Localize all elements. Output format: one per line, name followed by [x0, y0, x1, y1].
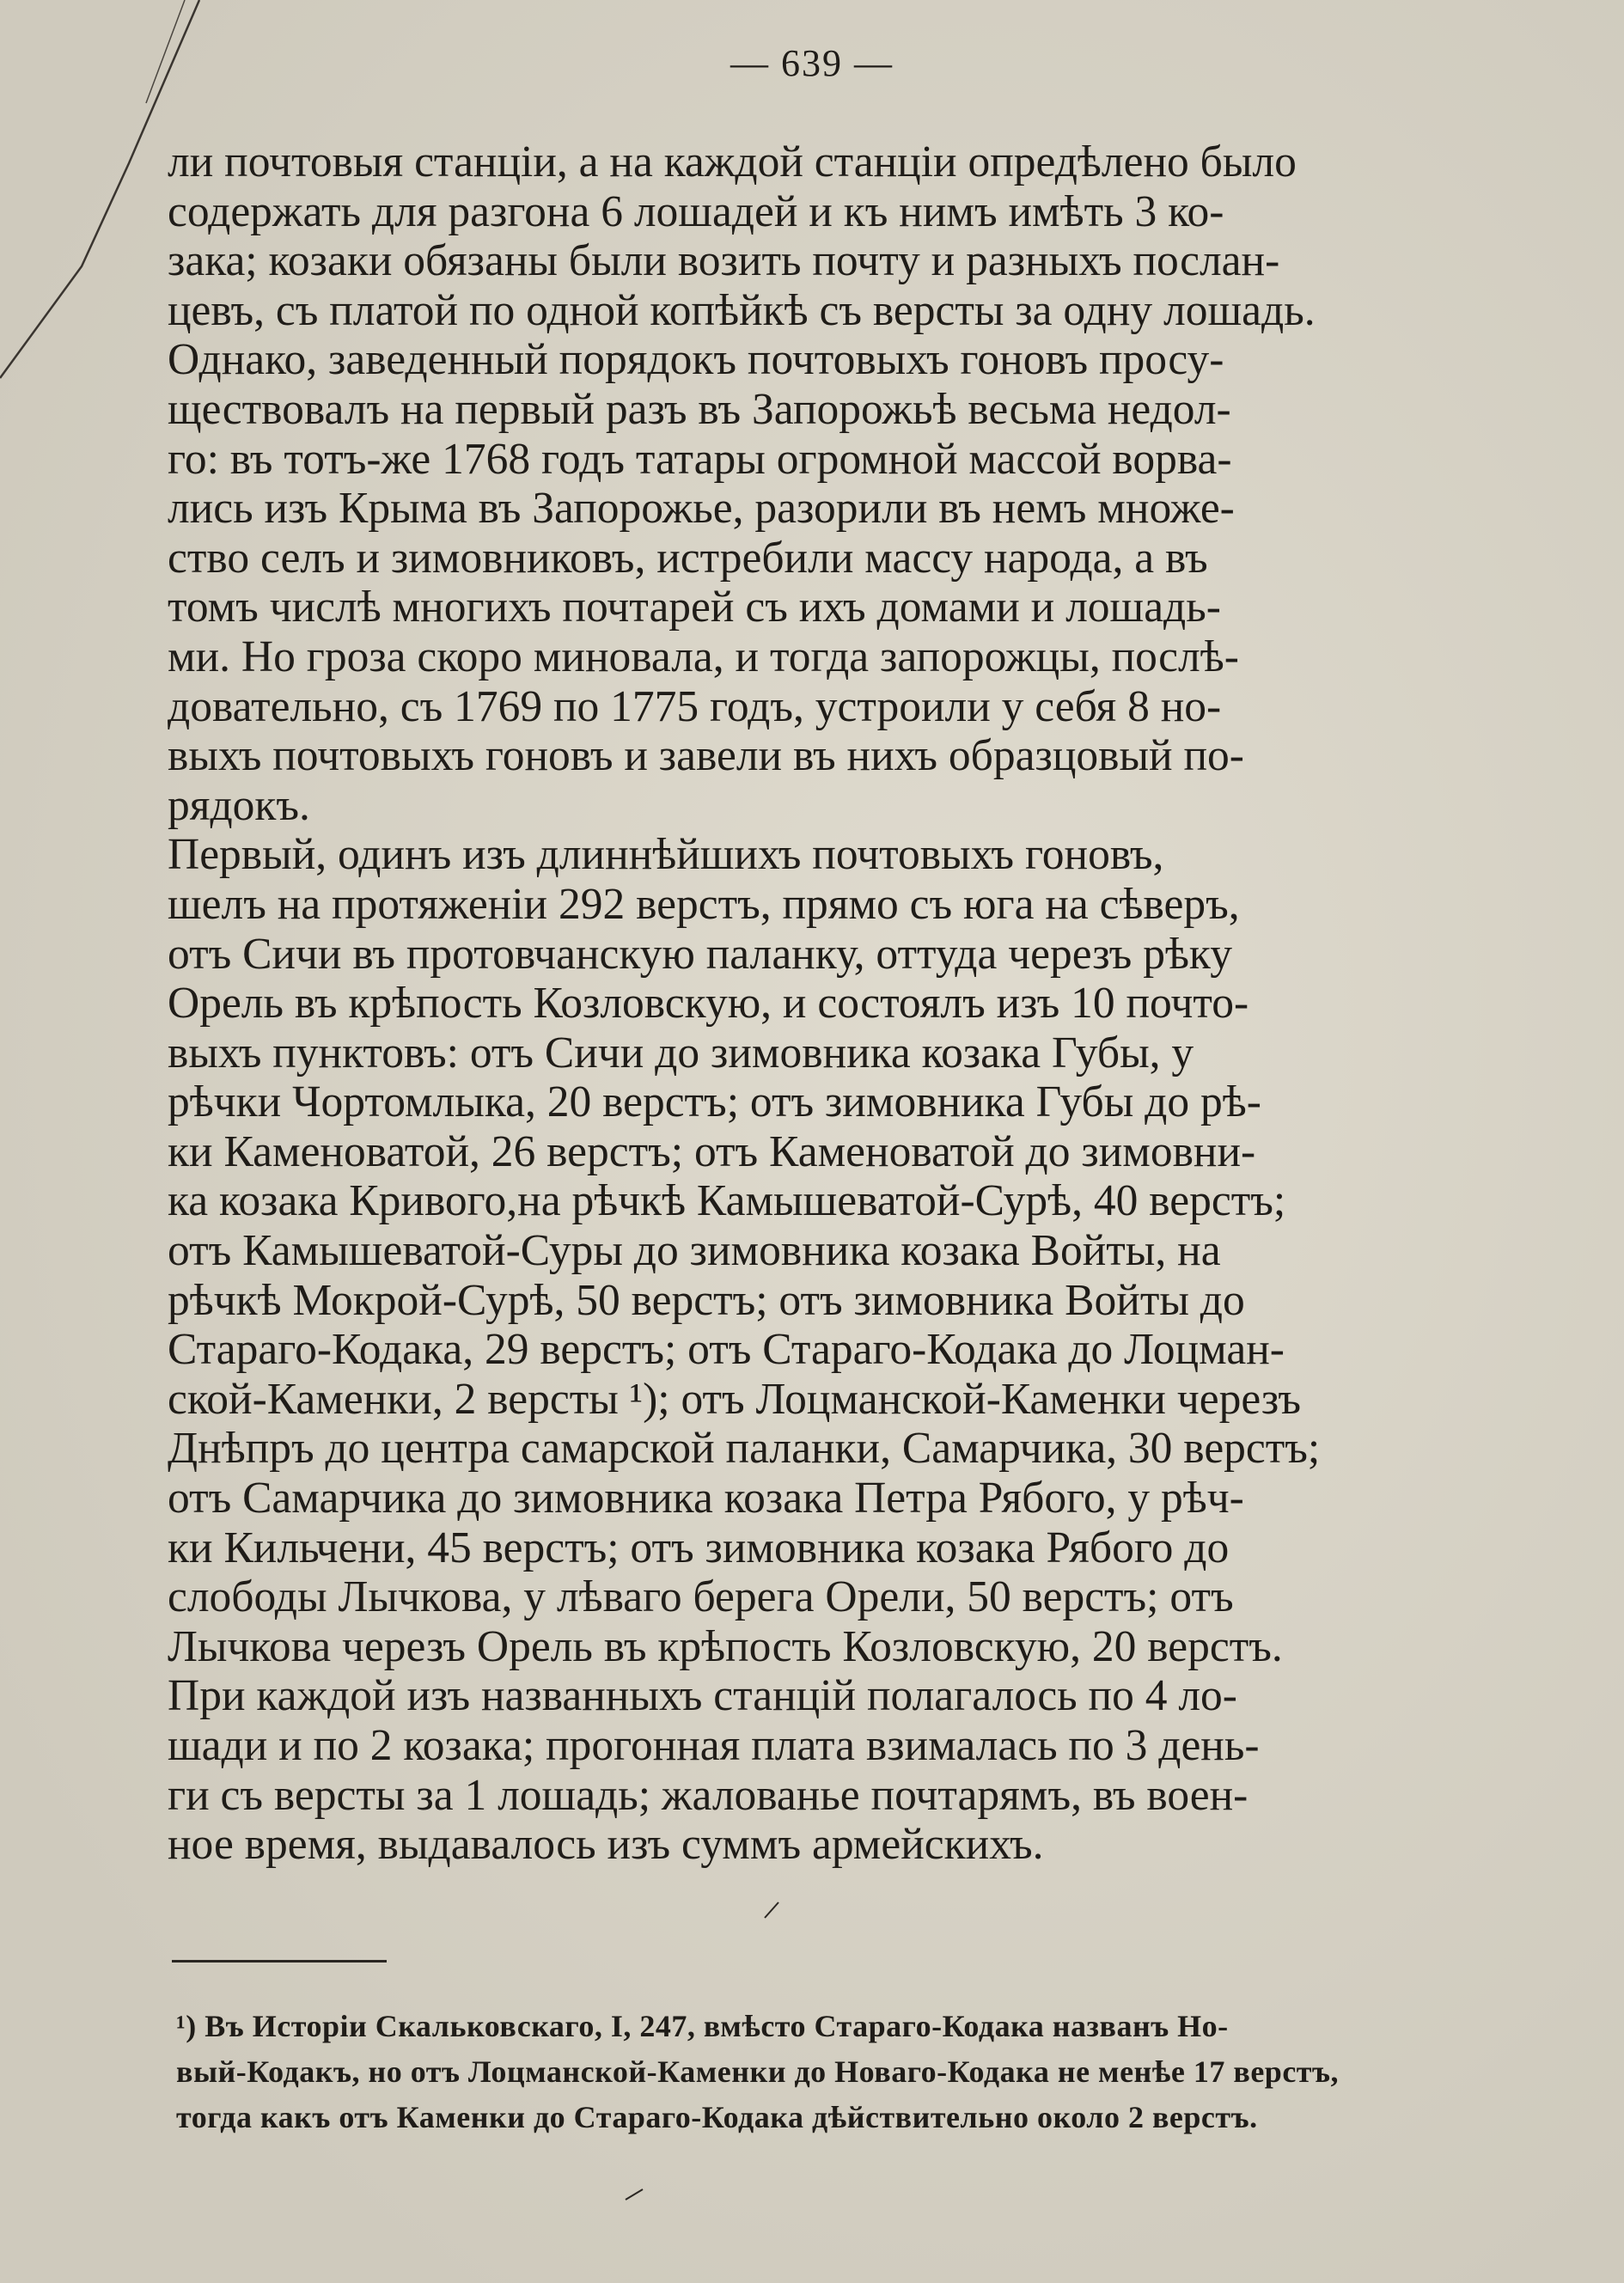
footnote-divider	[172, 1960, 387, 1963]
page-number: — 639 —	[730, 42, 894, 84]
footnote	[176, 2004, 1448, 2140]
paragraph-first-postal-route: Первый, одинъ изъ длиннѣйшихъ почтовыхъ гоновъ, шелъ на протяженіи 292 верстъ, прямо съ юга на сѣверъ, отъ Сичи въ протовчанскую паланку, оттуда черезъ рѣку Орель въ крѣпость Козловскую, и состоялъ изъ 10 почто- выхъ пунктовъ: отъ Сичи до зимовника козака Губы, у рѣчки Чортомлыка, 20 верстъ; отъ зимовника Губы до рѣ- ки Каменоватой, 26 верстъ; отъ Каменоватой до зимовни- ка козака Кривого,на рѣчкѣ Камышеватой-Сурѣ, 40 верстъ; отъ Камышеватой-Суры до зимовника козака Войты, на рѣчкѣ Мокрой-Сурѣ, 50 верстъ; отъ зимовника Войты до Стараго-Кодака, 29 верстъ; отъ Стараго-Кодака до Лоцман- ской-Каменки, 2 версты ¹); отъ Лоцманской-Каменки черезъ Днѣпръ до центра самарской паланки, Самарчика, 30 верстъ; отъ Самарчика до зимовника козака Петра Рябого, у рѣч- ки Кильчени, 45 верстъ; отъ зимовника козака Рябого до слободы Лычкова, у лѣваго берега Орели, 50 верстъ; отъ Лычкова черезъ Орель въ крѣпость Козловскую, 20 верстъ. При каждой изъ названныхъ станцій полагалось по 4 ло- шади и по 2 козака; прогонная плата взималась по 3 день- ги съ версты за 1 лошадь; жалованье почтарямъ, въ воен- ное время, выдавалось изъ суммъ армейскихъ.	[168, 830, 1321, 1870]
paragraph-postal-routes-1768: Однако, заведенный порядокъ почтовыхъ гоновъ просу- ществовалъ на первый разъ въ Запорожьѣ весьма недол- го: въ тотъ-же 1768 годъ татары огромной массой ворва- лись изъ Крыма въ Запорожье, разорили въ немъ множе- ство селъ и зимовниковъ, истребили массу народа, а въ томъ числѣ многихъ почтарей съ ихъ домами и лошадь- ми. Но гроза скоро миновала, и тогда запорожцы, послѣ- довательно, съ 1769 по 1775 годъ, устроили у себя 8 но- выхъ почтовыхъ гоновъ и завели въ нихъ образцовый по- рядокъ.	[168, 335, 1244, 830]
paragraph-continuation: ли почтовыя станціи, а на каждой станціи опредѣлено было содержать для разгона 6 лошадей и къ нимъ имѣть 3 ко- зака; козаки обязаны были возить почту и разныхъ послан- цевъ, съ платой по одной копѣйкѣ съ версты за одну лошадь.	[168, 137, 1316, 335]
footnote-text: ¹) Въ Исторіи Скальковскаго, I, 247, вмѣсто Стараго-Кодака названъ Но- вый-Кодакъ, но отъ Лоцманской-Каменки до Новаго-Кодака не менѣе 17 верстъ, тогда какъ отъ Каменки до Стараго-Кодака дѣйствительно около 2 верстъ.	[176, 2009, 1339, 2134]
body-text	[168, 137, 1465, 1870]
